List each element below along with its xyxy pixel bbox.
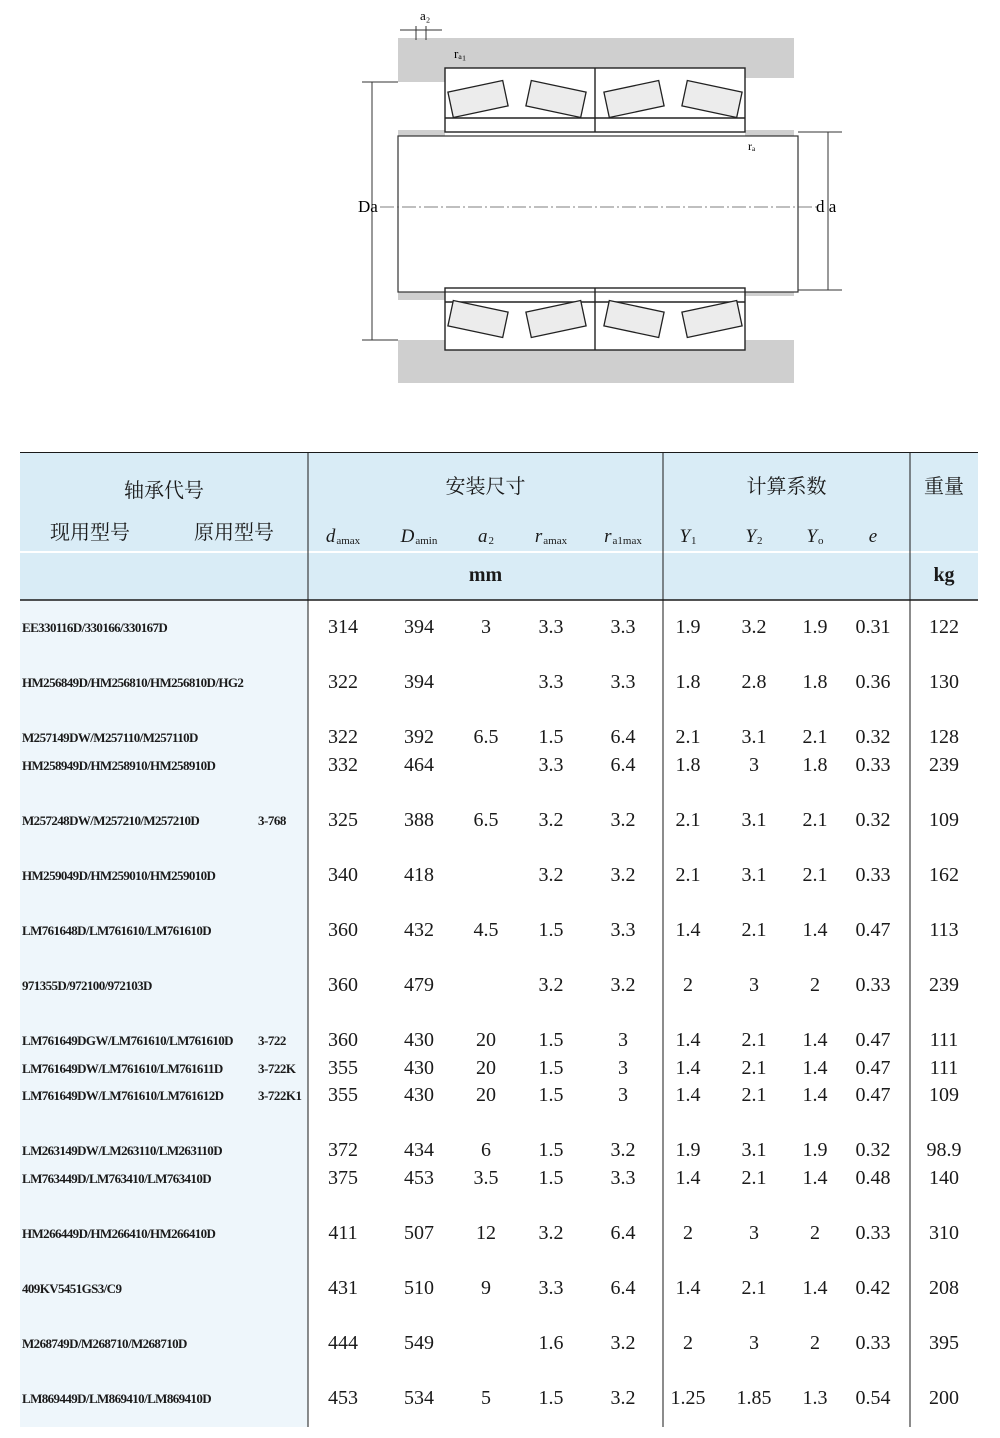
cell-e: 0.32 [855, 809, 891, 831]
cell-weight: 130 [929, 671, 959, 693]
cell-weight: 239 [929, 754, 959, 776]
cell-ra1-max: 3.3 [610, 671, 636, 693]
cell-Y2: 3.1 [741, 1139, 767, 1161]
cell-da-max: 340 [328, 864, 358, 886]
cell-ra1-max: 3.2 [610, 1332, 636, 1354]
cell-da-max: 431 [328, 1277, 358, 1299]
cell-Da-min: 388 [404, 809, 434, 831]
cell-Da-min: 534 [404, 1387, 434, 1409]
cell-Y2: 3 [749, 754, 759, 776]
cell-Y2: 2.1 [741, 919, 767, 941]
column-symbol-e: e [868, 526, 878, 547]
column-symbol-ra1-max: $r_{a1max}$ [604, 526, 642, 547]
cell-a2: 9 [481, 1277, 491, 1299]
cell-Y2: 3.2 [741, 616, 767, 638]
cell-ra1-max: 3.2 [610, 974, 636, 996]
cell-Da-min: 430 [404, 1057, 434, 1079]
cell-e: 0.32 [855, 1139, 891, 1161]
cell-e: 0.47 [855, 919, 891, 941]
cell-Da-min: 418 [404, 864, 434, 886]
cell-Y2: 2.1 [741, 1057, 767, 1079]
cell-Y1: 2 [683, 1222, 693, 1244]
cell-Y1: 2 [683, 1332, 693, 1354]
cell-Y2: 3.1 [741, 864, 767, 886]
cell-weight: 98.9 [926, 1139, 962, 1161]
bearing-spec-table [20, 452, 978, 1427]
cell-Da-min: 394 [404, 671, 434, 693]
cell-ra-max: 3.2 [538, 1222, 564, 1244]
cell-da-max: 360 [328, 974, 358, 996]
cell-ra1-max: 6.4 [610, 1277, 636, 1299]
column-symbol-Da-min: $D_{amin}$ [400, 526, 438, 547]
cell-Da-min: 464 [404, 754, 434, 776]
current-model-cell: LM763449D/LM763410/LM763410D [22, 1171, 212, 1186]
cell-e: 0.47 [855, 1084, 891, 1106]
cell-Y1: 1.4 [675, 1167, 701, 1189]
cell-ra1-max: 3.2 [610, 809, 636, 831]
cell-Da-min: 549 [404, 1332, 434, 1354]
cell-Da-min: 430 [404, 1029, 434, 1051]
bearing-cross-section-svg [350, 0, 850, 390]
cell-weight: 239 [929, 974, 959, 996]
cell-ra-max: 3.2 [538, 974, 564, 996]
cell-ra1-max: 3 [618, 1084, 628, 1106]
cell-Yo: 1.9 [802, 616, 828, 638]
cell-Yo: 2.1 [802, 809, 828, 831]
current-model-cell: M268749D/M268710/M268710D [22, 1336, 187, 1351]
cell-ra-max: 1.6 [538, 1332, 564, 1354]
cell-da-max: 444 [328, 1332, 358, 1354]
column-symbol-Yo: $Y_o$ [806, 526, 824, 547]
header-group-calc: 计算系数 [746, 474, 827, 498]
cell-Da-min: 434 [404, 1139, 434, 1161]
current-model-cell: HM256849D/HM256810/HM256810D/HG2 [22, 675, 244, 690]
cell-weight: 208 [929, 1277, 959, 1299]
column-symbol-ra-max: $r_{amax}$ [534, 526, 568, 547]
cell-Yo: 2.1 [802, 726, 828, 748]
cell-da-max: 325 [328, 809, 358, 831]
cell-Y1: 1.25 [670, 1387, 706, 1409]
cell-Da-min: 510 [404, 1277, 434, 1299]
cell-e: 0.54 [855, 1387, 891, 1409]
cell-da-max: 355 [328, 1084, 358, 1106]
unit-kg: kg [933, 564, 955, 586]
cell-Da-min: 453 [404, 1167, 434, 1189]
cell-Y1: 2 [683, 974, 693, 996]
header-group-weight: 重量 [924, 474, 964, 498]
cell-ra1-max: 3.2 [610, 1387, 636, 1409]
original-model-cell: 3-722K [258, 1061, 296, 1076]
original-model-cell: 3-768 [258, 813, 286, 828]
cell-ra-max: 1.5 [538, 1084, 564, 1106]
original-model-cell: 3-722 [258, 1033, 286, 1048]
cell-Da-min: 507 [404, 1222, 434, 1244]
cell-a2: 4.5 [473, 919, 499, 941]
cell-Y2: 3 [749, 974, 759, 996]
current-model-cell: 409KV5451GS3/C9 [22, 1281, 122, 1296]
cell-e: 0.33 [855, 1222, 891, 1244]
cell-a2: 3.5 [473, 1167, 499, 1189]
cell-Yo: 1.4 [802, 1029, 828, 1051]
unit-mm: mm [468, 564, 503, 586]
cell-Yo: 2 [810, 1222, 820, 1244]
cell-Y1: 1.9 [675, 616, 701, 638]
cell-e: 0.31 [855, 616, 891, 638]
cell-ra1-max: 6.4 [610, 726, 636, 748]
cell-ra-max: 3.3 [538, 1277, 564, 1299]
cell-Y2: 3.1 [741, 809, 767, 831]
cell-weight: 395 [929, 1332, 959, 1354]
cell-Yo: 2 [810, 1332, 820, 1354]
cell-ra-max: 3.3 [538, 616, 564, 638]
cell-ra1-max: 3.2 [610, 1139, 636, 1161]
cell-Yo: 1.4 [802, 1277, 828, 1299]
cell-weight: 111 [929, 1029, 959, 1051]
cell-a2: 6.5 [473, 809, 499, 831]
cell-weight: 162 [929, 864, 959, 886]
cell-e: 0.33 [855, 974, 891, 996]
cell-Y2: 3.1 [741, 726, 767, 748]
cell-a2: 5 [481, 1387, 491, 1409]
cell-weight: 310 [929, 1222, 959, 1244]
cell-Y2: 2.1 [741, 1277, 767, 1299]
label-ra1: rₐ₁ [454, 46, 467, 61]
cell-Yo: 1.4 [802, 1057, 828, 1079]
cell-ra1-max: 3 [618, 1057, 628, 1079]
cell-Y2: 2.1 [741, 1084, 767, 1106]
header-current-model: 现用型号 [50, 520, 130, 544]
original-model-cell: 3-722K1 [258, 1088, 302, 1103]
cell-da-max: 375 [328, 1167, 358, 1189]
cell-Y2: 2.1 [741, 1029, 767, 1051]
cell-Da-min: 432 [404, 919, 434, 941]
cell-weight: 128 [929, 726, 959, 748]
label-Da: Da [358, 197, 378, 216]
cell-ra-max: 3.3 [538, 754, 564, 776]
cell-Yo: 1.8 [802, 671, 828, 693]
cell-da-max: 360 [328, 1029, 358, 1051]
label-a2: a₂ [420, 8, 431, 23]
cell-da-max: 355 [328, 1057, 358, 1079]
cell-a2: 6 [481, 1139, 491, 1161]
cell-e: 0.47 [855, 1029, 891, 1051]
cell-e: 0.48 [855, 1167, 891, 1189]
cell-Y1: 2.1 [675, 864, 701, 886]
cell-e: 0.33 [855, 754, 891, 776]
cell-e: 0.32 [855, 726, 891, 748]
cell-da-max: 332 [328, 754, 358, 776]
cell-Y1: 1.4 [675, 919, 701, 941]
cell-Yo: 1.3 [802, 1387, 828, 1409]
shaft [380, 136, 820, 292]
cell-a2: 20 [476, 1029, 496, 1051]
cell-a2: 20 [476, 1057, 496, 1079]
label-ra: rₐ [748, 139, 756, 153]
cell-a2: 20 [476, 1084, 496, 1106]
cell-da-max: 360 [328, 919, 358, 941]
column-symbol-a2: $a_2$ [478, 526, 494, 547]
cell-weight: 122 [929, 616, 959, 638]
header-group-install: 安装尺寸 [445, 474, 526, 498]
cell-ra1-max: 3 [618, 1029, 628, 1051]
cell-ra-max: 1.5 [538, 1167, 564, 1189]
current-model-cell: M257248DW/M257210/M257210D [22, 813, 200, 828]
cell-Y1: 1.8 [675, 754, 701, 776]
cell-da-max: 453 [328, 1387, 358, 1409]
cell-ra-max: 1.5 [538, 1057, 564, 1079]
cell-ra1-max: 3.2 [610, 864, 636, 886]
cell-weight: 109 [929, 1084, 959, 1106]
cell-ra-max: 1.5 [538, 1387, 564, 1409]
current-model-cell: LM263149DW/LM263110/LM263110D [22, 1143, 222, 1158]
cell-Y2: 3 [749, 1222, 759, 1244]
cell-e: 0.36 [855, 671, 891, 693]
cell-ra-max: 3.2 [538, 864, 564, 886]
cell-e: 0.47 [855, 1057, 891, 1079]
cell-weight: 140 [929, 1167, 959, 1189]
current-model-cell: LM761649DW/LM761610/LM761611D [22, 1061, 223, 1076]
cell-Da-min: 479 [404, 974, 434, 996]
cell-e: 0.42 [855, 1277, 891, 1299]
label-da: d a [816, 197, 837, 216]
cell-e: 0.33 [855, 1332, 891, 1354]
cell-Yo: 1.4 [802, 1084, 828, 1106]
bearing-mounting-drawing [350, 0, 850, 390]
cell-Y1: 1.8 [675, 671, 701, 693]
cell-ra-max: 3.3 [538, 671, 564, 693]
cell-Y2: 1.85 [736, 1387, 772, 1409]
current-model-cell: 971355D/972100/972103D [22, 978, 152, 993]
cell-Yo: 1.9 [802, 1139, 828, 1161]
cell-weight: 111 [929, 1057, 959, 1079]
cell-Yo: 1.4 [802, 1167, 828, 1189]
current-model-cell: HM258949D/HM258910/HM258910D [22, 758, 216, 773]
cell-ra1-max: 3.3 [610, 616, 636, 638]
column-symbol-Y1: $Y_1$ [679, 526, 697, 547]
cell-weight: 109 [929, 809, 959, 831]
current-model-cell: HM266449D/HM266410/HM266410D [22, 1226, 216, 1241]
cell-weight: 113 [929, 919, 959, 941]
current-model-cell: LM869449D/LM869410/LM869410D [22, 1391, 212, 1406]
cell-da-max: 322 [328, 726, 358, 748]
cell-a2: 3 [481, 616, 491, 638]
cell-a2: 6.5 [473, 726, 499, 748]
cell-Y1: 1.4 [675, 1029, 701, 1051]
current-model-cell: LM761649DW/LM761610/LM761612D [22, 1088, 224, 1103]
header-group-model: 轴承代号 [124, 478, 204, 502]
current-model-cell: EE330116D/330166/330167D [22, 620, 168, 635]
cell-ra1-max: 6.4 [610, 754, 636, 776]
cell-da-max: 372 [328, 1139, 358, 1161]
current-model-cell: LM761648D/LM761610/LM761610D [22, 923, 212, 938]
cell-ra1-max: 3.3 [610, 919, 636, 941]
cell-Yo: 1.8 [802, 754, 828, 776]
cell-a2: 12 [476, 1222, 496, 1244]
cell-Da-min: 430 [404, 1084, 434, 1106]
cell-weight: 200 [929, 1387, 959, 1409]
cell-ra-max: 1.5 [538, 1029, 564, 1051]
cell-Yo: 2 [810, 974, 820, 996]
cell-Y1: 1.4 [675, 1277, 701, 1299]
cell-da-max: 314 [328, 616, 358, 638]
column-symbol-Y2: $Y_2$ [745, 526, 763, 547]
cell-ra-max: 3.2 [538, 809, 564, 831]
cell-ra-max: 1.5 [538, 726, 564, 748]
cell-Y1: 2.1 [675, 726, 701, 748]
cell-Y1: 1.4 [675, 1057, 701, 1079]
header-original-model: 原用型号 [194, 520, 274, 544]
cell-e: 0.33 [855, 864, 891, 886]
column-symbol-da-max: $d_{amax}$ [325, 526, 361, 547]
cell-ra-max: 1.5 [538, 1139, 564, 1161]
cell-Yo: 2.1 [802, 864, 828, 886]
cell-Y1: 1.9 [675, 1139, 701, 1161]
current-model-cell: HM259049D/HM259010/HM259010D [22, 868, 216, 883]
current-model-cell: LM761649DGW/LM761610/LM761610D [22, 1033, 233, 1048]
cell-Da-min: 392 [404, 726, 434, 748]
cell-Y1: 1.4 [675, 1084, 701, 1106]
cell-ra1-max: 6.4 [610, 1222, 636, 1244]
cell-da-max: 322 [328, 671, 358, 693]
cell-Yo: 1.4 [802, 919, 828, 941]
cell-da-max: 411 [328, 1222, 358, 1244]
cell-Da-min: 394 [404, 616, 434, 638]
cell-Y1: 2.1 [675, 809, 701, 831]
cell-ra1-max: 3.3 [610, 1167, 636, 1189]
cell-Y2: 2.8 [741, 671, 767, 693]
current-model-cell: M257149DW/M257110/M257110D [22, 730, 198, 745]
cell-ra-max: 1.5 [538, 919, 564, 941]
cell-Y2: 3 [749, 1332, 759, 1354]
cell-Y2: 2.1 [741, 1167, 767, 1189]
